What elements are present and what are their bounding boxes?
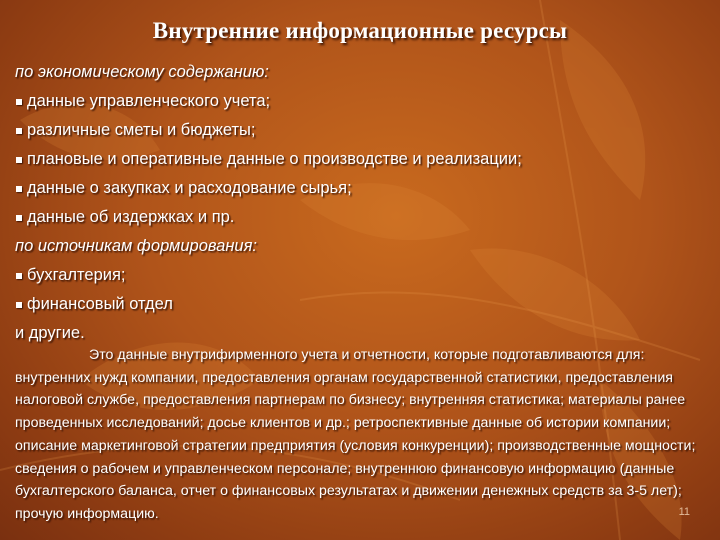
bullet-text: бухгалтерия; — [27, 266, 126, 284]
bullet-text: финансовый отдел — [27, 295, 173, 313]
section-tail-text: и другие. — [15, 324, 85, 342]
description-paragraph: Это данные внутрифирменного учета и отчетности, которые подготавливаются для: внутренних нужд компании, предоставления органам государственной статистики, предоставления налоговой службе, предоставления партнерам по бизнесу; внутренняя статистика; материалы ранее проведенных исследований; досье клиентов и др.; ретроспективные данные об истории компании; описание маркетинговой стратегии предприятия (условия конкуренции); производственные мощности; сведения о рабочем и управленческом персонале; внутреннюю финансовую информацию (данные бухгалтерского баланса, отчет о финансовых результатах и движении денежных средств за 3-5 лет); прочую информацию. — [15, 347, 696, 522]
slide-title: Внутренние информационные ресурсы — [152, 18, 568, 43]
square-bullet-icon — [16, 99, 22, 105]
bullet-item — [15, 87, 705, 116]
bullet-text: данные об издержках и пр. — [27, 208, 235, 226]
section-heading-economic: по экономическому содержанию: — [15, 63, 269, 81]
bullet-text: плановые и оперативные данные о производстве и реализации; — [27, 150, 522, 168]
bullet-item — [15, 290, 705, 319]
square-bullet-icon — [16, 302, 22, 308]
bullet-item — [15, 203, 705, 232]
bullet-item — [15, 174, 705, 203]
section-heading-sources: по источникам формирования: — [15, 237, 257, 255]
square-bullet-icon — [16, 186, 22, 192]
slide-content — [15, 58, 705, 348]
bullet-item — [15, 261, 705, 290]
bullet-item — [15, 145, 705, 174]
square-bullet-icon — [16, 128, 22, 134]
bullet-text: различные сметы и бюджеты; — [27, 121, 256, 139]
page-number: 11 — [678, 506, 690, 518]
bullet-item — [15, 116, 705, 145]
square-bullet-icon — [16, 157, 22, 163]
bullet-text: данные о закупках и расходование сырья; — [27, 179, 352, 197]
square-bullet-icon — [16, 215, 22, 221]
bullet-text: данные управленческого учета; — [27, 92, 271, 110]
square-bullet-icon — [16, 273, 22, 279]
